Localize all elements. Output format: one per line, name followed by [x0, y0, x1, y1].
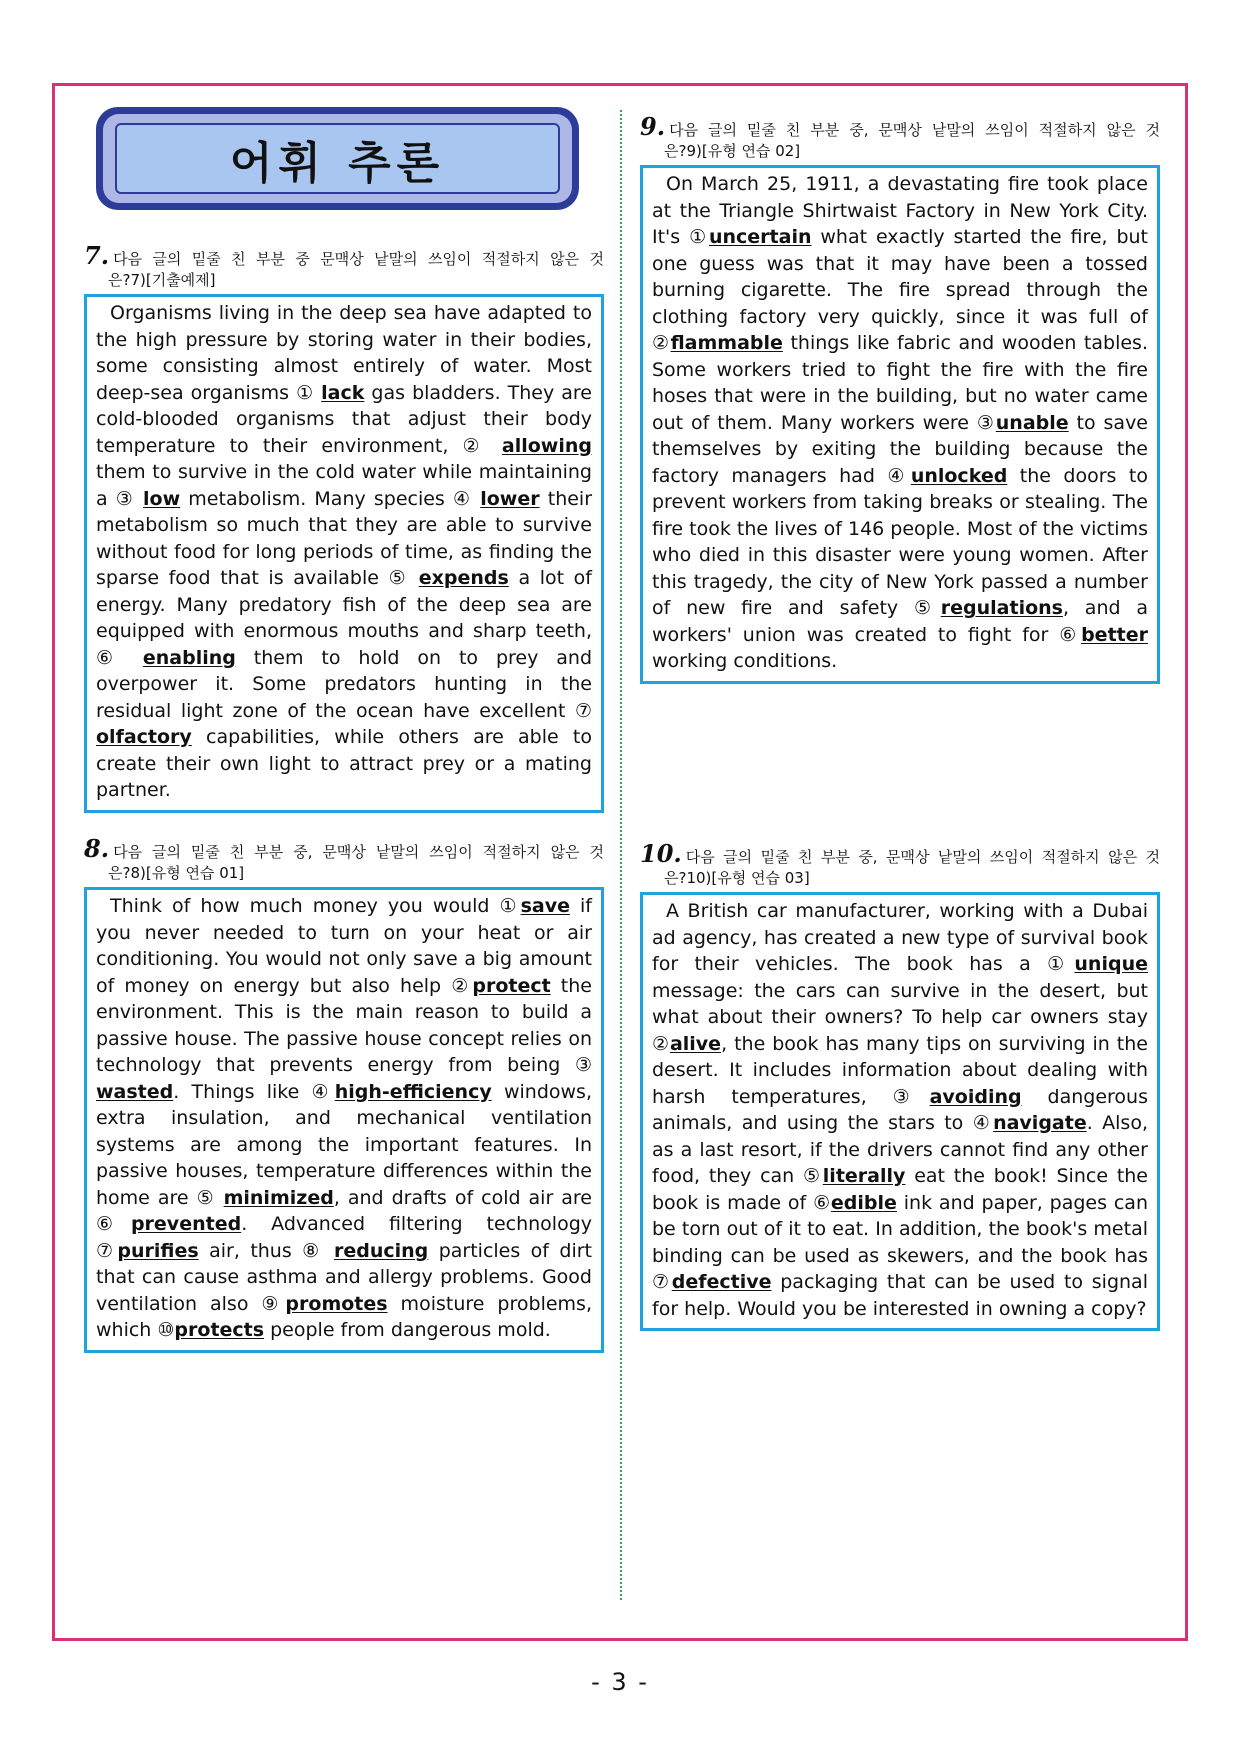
underlined-word: lack: [321, 381, 365, 404]
section-title-mid: [103, 114, 572, 203]
underlined-word: regulations: [940, 597, 1063, 619]
passage-box: [84, 887, 604, 1353]
question-prompt-line1: 다음 글의 밑줄 친 부분 중 문맥상 낱말의 쓰임이 적절하지 않은 것: [113, 250, 604, 268]
passage-box: [640, 892, 1160, 1331]
underlined-word: unlocked: [910, 464, 1008, 487]
underlined-word: wasted: [96, 1080, 174, 1103]
question-10: [640, 839, 1160, 1331]
passage-box: [640, 165, 1160, 684]
question-prompt-line1: 다음 글의 밑줄 친 부분 중, 문맥상 낱말의 쓰임이 적절하지 않은 것: [113, 843, 604, 861]
underlined-word: unique: [1074, 953, 1148, 975]
page-number: - 3 -: [591, 1668, 649, 1696]
underlined-word: promotes: [285, 1292, 388, 1315]
question-prompt: [640, 839, 1160, 868]
underlined-word: prevented: [130, 1213, 242, 1235]
underlined-word: edible: [830, 1191, 897, 1214]
underlined-word: minimized: [223, 1186, 334, 1209]
underlined-word: better: [1081, 623, 1148, 646]
underlined-word: expends: [418, 567, 509, 589]
underlined-word: purifies: [117, 1239, 199, 1262]
underlined-word: lower: [480, 487, 540, 510]
question-9: [640, 112, 1160, 684]
underlined-word: defective: [671, 1271, 772, 1293]
underlined-word: alive: [669, 1032, 722, 1055]
question-prompt-line2: 은?9)[유형 연습 02]: [664, 142, 801, 160]
underlined-word: flammable: [670, 332, 783, 354]
underlined-word: save: [520, 895, 570, 917]
underlined-word: protect: [472, 974, 551, 997]
passage-text: A British car manufacturer, working with a Dubai ad agency, has created a new type of survival book for their vehicles. The book has a ①unique message: the cars can survive in the desert, but what about their owners? To help car owners stay ②alive, the book has many tips on surviving in the desert. It includes information about dealing with harsh temperatures, ③avoiding dangerous animals, and using the stars to ④navigate. Also, as a last resort, if the drivers cannot find any other food, they can ⑤literally eat the book! Since the book is made of ⑥edible ink and paper, pages can be torn out of it to eat. In addition, the book's metal binding can be used as skewers, and the book has ⑦defective packaging that can be used to signal for help. Would you be interested in owning a copy?: [652, 900, 1148, 1320]
underlined-word: protects: [174, 1319, 265, 1341]
underlined-word: unable: [995, 411, 1069, 434]
underlined-word: reducing: [333, 1239, 429, 1262]
question-8: [84, 834, 604, 1353]
question-prompt-line1: 다음 글의 밑줄 친 부분 중, 문맥상 낱말의 쓰임이 적절하지 않은 것: [669, 121, 1160, 139]
question-number: 7.: [84, 241, 110, 270]
question-prompt-line2: 은?8)[유형 연습 01]: [108, 864, 245, 882]
underlined-word: olfactory: [96, 726, 192, 748]
question-prompt-line2: 은?7)[기출예제]: [108, 271, 216, 289]
underlined-word: navigate: [993, 1112, 1087, 1134]
underlined-word: literally: [822, 1165, 906, 1187]
section-title-banner: [96, 107, 579, 210]
underlined-word: uncertain: [708, 226, 812, 248]
passage-box: [84, 294, 604, 813]
question-number: 9.: [640, 112, 666, 141]
underlined-word: enabling: [142, 646, 236, 669]
underlined-word: high-efficiency: [334, 1080, 492, 1103]
question-prompt-line2: 은?10)[유형 연습 03]: [664, 869, 810, 887]
question-7: [84, 241, 604, 813]
section-title: 어휘 추론: [115, 123, 560, 194]
passage-text: On March 25, 1911, a devastating fire took place at the Triangle Shirtwaist Factory in New York City. It's ①uncertain what exactly started the fire, but one guess was that it may have been a tossed burning cigarette. The fire spread through the clothing factory very quickly, since it was full of ②flammable things like fabric and wooden tables. Some workers tried to fight the fire with the fire hoses that were in the building, but no water came out of them. Many workers were ③unable to save themselves by exiting the building because the factory managers had ④unlocked the doors to prevent workers from taking breaks or stealing. The fire took the lives of 146 people. Most of the victims who died in this disaster were young women. After this tragedy, the city of New York passed a number of new fire and safety ⑤regulations, and a workers' union was created to fight for ⑥better working conditions.: [652, 173, 1149, 672]
question-prompt: [84, 834, 604, 863]
column-divider: [620, 110, 622, 1600]
underlined-word: allowing: [501, 434, 592, 457]
underlined-word: avoiding: [929, 1085, 1022, 1108]
question-prompt-line1: 다음 글의 밑줄 친 부분 중, 문맥상 낱말의 쓰임이 적절하지 않은 것: [685, 848, 1160, 866]
question-prompt: [640, 112, 1160, 141]
passage-text: Think of how much money you would ①save if you never needed to turn on your heat or air conditioning. You would not only save a big amount of money on energy but also help ②protect the environment. This is the main reason to build a passive house. The passive house concept relies on technology that prevents energy from being ③ wasted. Things like ④high-efficiency windows, extra insulation, and mechanical ventilation systems are among the important features. In passive houses, temperature differences within the home are ⑤ minimized, and drafts of cold air are ⑥prevented. Advanced filtering technology ⑦purifies air, thus ⑧ reducing particles of dirt that can cause asthma and allergy problems. Good ventilation also ⑨promotes moisture problems, which ⑩protects people from dangerous mold.: [96, 895, 592, 1341]
underlined-word: low: [143, 487, 181, 510]
passage-text: Organisms living in the deep sea have adapted to the high pressure by storing water in their bodies, some consisting almost entirely of water. Most deep-sea organisms ① lack gas bladders. They are cold-blooded organisms that adjust their body temperature to their environment, ② allowing them to survive in the cold water while maintaining a ③ low metabolism. Many species ④ lower their metabolism so much that they are able to survive without food for long periods of time, as finding the sparse food that is available ⑤ expends a lot of energy. Many predatory fish of the deep sea are equipped with enormous mouths and sharp teeth, ⑥ enabling them to hold on to prey and overpower it. Some predators hunting in the residual light zone of the ocean have excellent ⑦ olfactory capabilities, while others are able to create their own light to attract prey or a mating partner.: [96, 302, 593, 801]
question-number: 10.: [640, 839, 682, 868]
question-prompt: [84, 241, 604, 270]
question-number: 8.: [84, 834, 110, 863]
